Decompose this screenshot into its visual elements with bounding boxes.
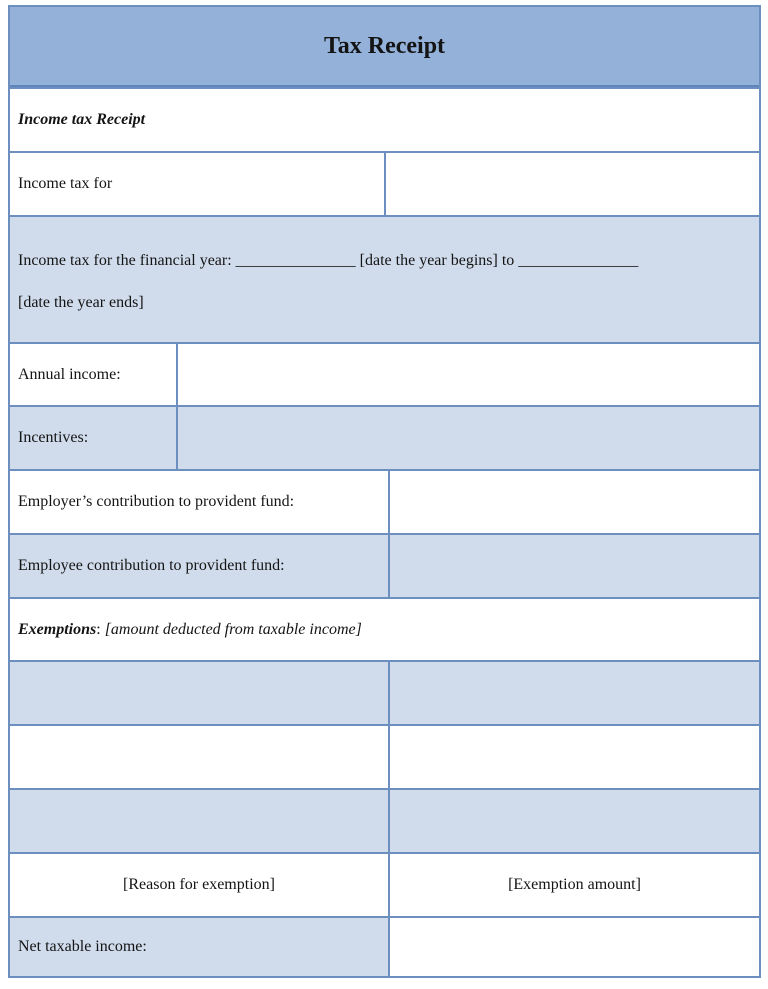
- exemption-reason-field[interactable]: [10, 790, 388, 852]
- exemption-amount-field[interactable]: [388, 790, 759, 852]
- exemption-amount-field[interactable]: [388, 662, 759, 724]
- income-tax-for-label: Income tax for: [18, 175, 113, 192]
- exemptions-heading-row: [10, 597, 759, 660]
- incentives-field[interactable]: [176, 407, 759, 469]
- exemption-row: [10, 724, 759, 788]
- employee-pf-field[interactable]: [388, 535, 759, 597]
- financial-year-row: [10, 215, 759, 342]
- exemption-headers-row: [10, 852, 759, 916]
- income-tax-for-row: [10, 151, 759, 215]
- section-heading-row: [10, 87, 759, 151]
- exemptions-label: Exemptions: [18, 620, 97, 638]
- income-tax-for-field[interactable]: [384, 153, 759, 215]
- reason-for-exemption-label: [Reason for exemption]: [123, 876, 275, 893]
- tax-receipt-form: [8, 5, 761, 978]
- annual-income-row: [10, 342, 759, 405]
- net-taxable-income-field[interactable]: [388, 918, 759, 976]
- exemption-reason-field[interactable]: [10, 662, 388, 724]
- exemption-row: [10, 788, 759, 852]
- section-heading: Income tax Receipt: [18, 111, 146, 128]
- exemption-row: [10, 660, 759, 724]
- incentives-label: Incentives:: [18, 429, 89, 446]
- exemptions-separator: :: [96, 620, 101, 638]
- employee-pf-label: Employee contribution to provident fund:: [18, 557, 285, 574]
- employer-pf-label: Employer’s contribution to provident fund:: [18, 493, 295, 510]
- net-taxable-income-label: Net taxable income:: [10, 918, 388, 976]
- exemption-reason-field[interactable]: [10, 726, 388, 788]
- employee-pf-row: [10, 533, 759, 597]
- annual-income-label: Annual income:: [18, 365, 121, 383]
- title-row: [10, 7, 759, 87]
- exemption-amount-field[interactable]: [388, 726, 759, 788]
- exemptions-note: [amount deducted from taxable income]: [100, 620, 362, 638]
- net-taxable-income-row: [10, 916, 759, 976]
- financial-year-line2: [date the year ends]: [18, 293, 144, 311]
- exemption-amount-label: [Exemption amount]: [388, 854, 759, 916]
- annual-income-field[interactable]: [176, 344, 759, 405]
- employer-pf-field[interactable]: [388, 471, 759, 533]
- financial-year-line1[interactable]: Income tax for the financial year: _______________ [date the year begins] to _______________: [18, 251, 639, 269]
- form-title: Tax Receipt: [323, 32, 446, 59]
- incentives-row: [10, 405, 759, 469]
- employer-pf-row: [10, 469, 759, 533]
